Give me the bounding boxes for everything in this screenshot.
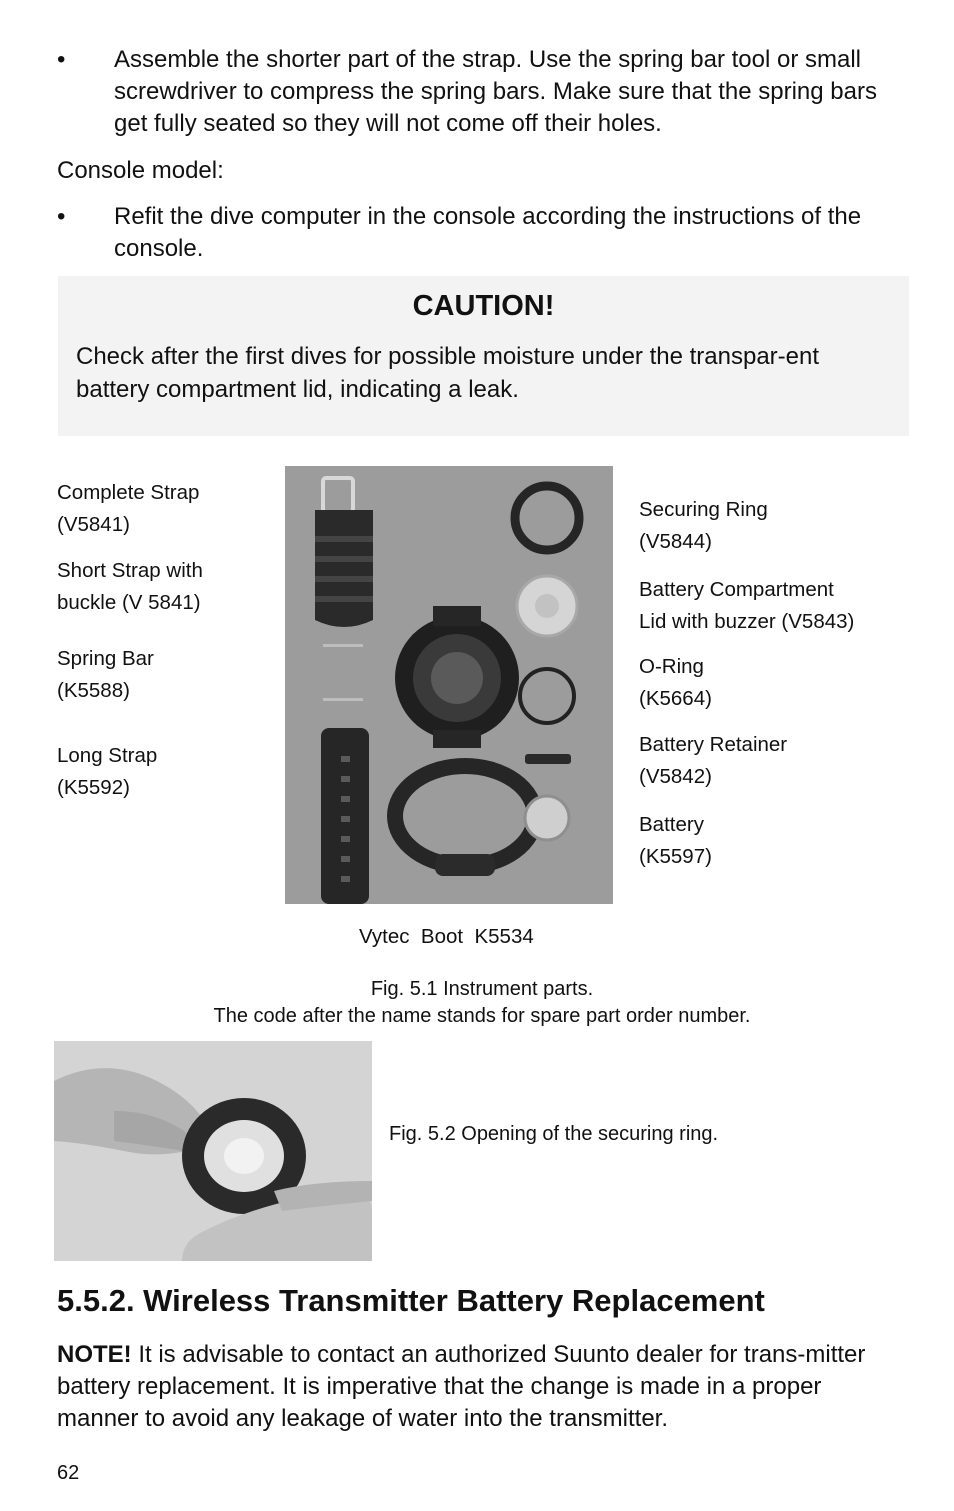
bullet-text: Assemble the shorter part of the strap. Use the spring bar tool or small screwdriver to compress the spring bars. Make sure that the spring bars get fully seated so they will not come off their holes. [114, 46, 877, 137]
part-code: (V5841) [57, 512, 130, 536]
part-name: Short Strap with [57, 559, 203, 582]
securing-ring-opening-photo [54, 1041, 372, 1261]
part-code: (K5664) [639, 686, 712, 710]
part-name: Battery Compartment [639, 578, 834, 601]
part-code: (V5844) [639, 529, 712, 553]
instrument-parts-photo [285, 466, 613, 904]
section-heading: 5.5.2. Wireless Transmitter Battery Replacement [57, 1283, 765, 1318]
part-name: Battery [639, 813, 704, 836]
part-code: (V5842) [639, 764, 712, 788]
note-label: NOTE! [57, 1341, 132, 1368]
label-battery-retainer [639, 729, 939, 792]
note-paragraph [57, 1339, 909, 1435]
part-name: Long Strap [57, 744, 158, 767]
label-o-ring [639, 651, 939, 714]
figure-1-caption-line-1: Fig. 5.1 Instrument parts. [370, 978, 594, 1000]
part-name: O-Ring [639, 655, 704, 678]
part-name: Spring Bar [57, 647, 154, 670]
note-text: It is advisable to contact an authorized Suunto dealer for trans-mitter battery replacement. It is imperative that the change is made in a proper manner to avoid any leakage of water into the transmitter. [57, 1341, 866, 1432]
bullet-symbol: • [57, 46, 66, 73]
part-code: buckle (V 5841) [57, 590, 201, 614]
label-battery [639, 809, 939, 872]
part-code: (K5597) [639, 844, 712, 868]
part-code: Lid with buzzer (V5843) [639, 609, 855, 633]
figure-2-caption: Fig. 5.2 Opening of the securing ring. [389, 1123, 719, 1145]
part-code: (K5588) [57, 678, 130, 702]
bullet-item-refit-console [57, 201, 909, 265]
label-battery-compartment-lid [639, 574, 939, 637]
caution-text: Check after the first dives for possible moisture under the transpar-ent battery compartment lid, indicating a leak. [76, 343, 820, 403]
page-number: 62 [57, 1462, 80, 1484]
bullet-symbol: • [57, 203, 66, 230]
console-model-label: Console model: [57, 157, 224, 184]
caution-title: CAUTION! [412, 290, 555, 322]
figure-1-caption-line-2: The code after the name stands for spare part order number. [213, 1005, 751, 1027]
label-vytec-boot: Vytec Boot K5534 [359, 925, 534, 948]
part-code: (K5592) [57, 775, 130, 799]
part-name: Securing Ring [639, 498, 768, 521]
bullet-item-assemble-strap [57, 44, 909, 140]
bullet-text: Refit the dive computer in the console according the instructions of the console. [114, 203, 862, 262]
part-name: Battery Retainer [639, 733, 788, 756]
part-name: Complete Strap [57, 481, 200, 504]
caution-box [58, 276, 909, 436]
label-securing-ring [639, 494, 939, 557]
